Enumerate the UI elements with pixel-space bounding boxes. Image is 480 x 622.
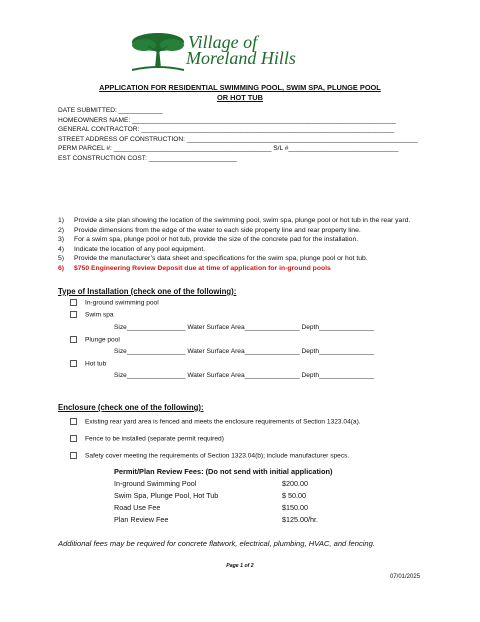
option-label: Safety cover meeting the requirements of Section 1323.04(b); include manufacturer specs. [85, 452, 350, 460]
requirement-number: 2) [58, 226, 65, 234]
logo-line-2: Moreland Hills [186, 48, 296, 68]
requirement-item [58, 254, 428, 264]
option-label: Swim spa [85, 311, 114, 319]
perm-parcel-field[interactable]: PERM PARCEL #: ___________________________________________ S/L #______________________________ [58, 145, 399, 153]
requirement-item [58, 226, 428, 236]
option-label: Plunge pool [85, 336, 120, 344]
checkbox[interactable] [70, 360, 77, 367]
requirement-text: For a swim spa, plunge pool or hot tub, provide the size of the concrete pad for the installation. [74, 236, 359, 244]
fee-label: Swim Spa, Plunge Pool, Hot Tub [114, 491, 219, 500]
fee-amount: $125.00/hr. [282, 515, 318, 524]
option-hot-tub[interactable] [70, 360, 106, 367]
fee-label: In-ground Swimming Pool [114, 479, 197, 488]
requirement-item [58, 245, 428, 255]
fee-amount: $150.00 [282, 503, 308, 512]
form-title-line-1: APPLICATION FOR RESIDENTIAL SWIMMING POOL, SWIM SPA, PLUNGE POOL [99, 83, 381, 92]
street-address-field[interactable]: STREET ADDRESS OF CONSTRUCTION: _______________________________________________________________ [58, 135, 418, 143]
checkbox[interactable] [70, 452, 77, 459]
requirement-number: 6) [58, 264, 65, 272]
checkbox[interactable] [70, 336, 77, 343]
requirement-item [58, 216, 428, 226]
requirement-number: 3) [58, 236, 65, 244]
requirement-number: 4) [58, 245, 65, 253]
option-label: Fence to be installed (separate permit required) [85, 435, 224, 443]
option-existing-fence[interactable] [70, 418, 361, 425]
checkbox[interactable] [70, 311, 77, 318]
hot-tub-size-line[interactable]: Size________________ Water Surface Area_______________ Depth_______________ [114, 372, 375, 379]
option-fence-to-install[interactable] [70, 435, 224, 442]
form-title [60, 83, 420, 102]
swim-spa-size-line[interactable]: Size________________ Water Surface Area_______________ Depth_______________ [114, 324, 375, 331]
fees-heading: Permit/Plan Review Fees: (Do not send with initial application) [114, 467, 333, 476]
option-label: Existing rear yard area is fenced and meets the enclosure requirements of Section 1323.04(a). [85, 418, 361, 426]
plunge-pool-size-line[interactable]: Size________________ Water Surface Area_______________ Depth_______________ [114, 348, 375, 355]
installation-heading: Type of Installation (check one of the following): [58, 287, 237, 296]
general-contractor-field[interactable]: GENERAL CONTRACTOR: _____________________________________________________________________ [58, 126, 395, 134]
option-swim-spa[interactable] [70, 311, 114, 318]
requirement-text: Indicate the location of any pool equipment. [74, 245, 206, 253]
tree-icon [128, 30, 188, 74]
fee-amount: $200.00 [282, 479, 308, 488]
fee-label: Plan Review Fee [114, 515, 169, 524]
option-label: In-ground swimming pool [85, 299, 159, 307]
homeowner-name-field[interactable]: HOMEOWNERS NAME: ________________________________________________________________________ [58, 116, 397, 124]
fee-amount: $ 50.00 [282, 491, 306, 500]
enclosure-heading: Enclosure (check one of the following): [58, 403, 204, 412]
page-number: Page 1 of 2 [226, 563, 254, 569]
option-label: Hot tub [85, 360, 107, 368]
checkbox[interactable] [70, 418, 77, 425]
village-name [188, 34, 296, 66]
revision-date: 07/01/2025 [390, 574, 421, 580]
requirement-number: 5) [58, 255, 65, 263]
requirement-text: Provide a site plan showing the location of the swimming pool, swim spa, plunge pool or hot tub in the rear yard. [74, 217, 411, 224]
option-in-ground-pool[interactable] [70, 299, 159, 306]
requirements-list [58, 216, 428, 274]
fee-label: Road Use Fee [114, 503, 161, 512]
checkbox[interactable] [70, 299, 77, 306]
requirement-text: Provide the manufacturer’s data sheet and specifications for the swim spa, plunge pool or hot tub. [74, 255, 368, 263]
additional-fees-note: Additional fees may be required for concrete flatwork, electrical, plumbing, HVAC, and fencing. [58, 539, 375, 548]
requirement-number: 1) [58, 217, 65, 224]
checkbox[interactable] [70, 435, 77, 442]
deposit-requirement [58, 264, 428, 274]
requirement-text: Provide dimensions from the edge of the water to each side property line and rear property line. [74, 226, 361, 234]
option-plunge-pool[interactable] [70, 336, 120, 343]
date-submitted-field[interactable]: DATE SUBMITTED: ____________ [58, 107, 163, 114]
est-cost-field[interactable]: EST CONSTRUCTION COST: ________________________ [58, 154, 237, 162]
form-title-line-2: OR HOT TUB [217, 92, 263, 102]
logo-line-1: Village of [188, 32, 258, 52]
requirement-text: $750 Engineering Review Deposit due at time of application for in-ground pools [74, 264, 331, 272]
applicant-fields [58, 107, 418, 165]
requirement-item [58, 235, 428, 245]
option-safety-cover[interactable] [70, 452, 349, 459]
